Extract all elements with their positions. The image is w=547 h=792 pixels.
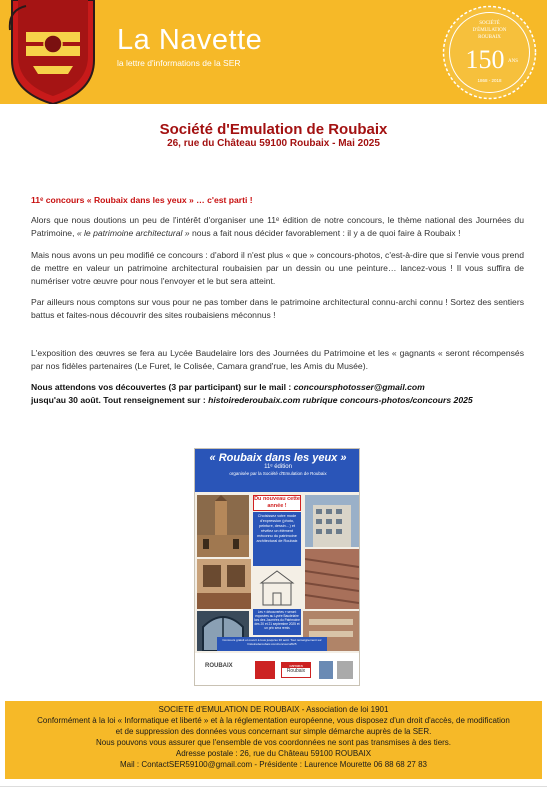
paragraph-1-text: Alors que nous doutions un peu de l'intérêt d'organiser une 11ᵉ édition de notre concours, le thème national des Journées du Patrimoine, — [31, 215, 524, 239]
society-name-heading: Société d'Emulation de Roubaix — [159, 121, 388, 138]
article-title: 11ᵉ concours « Roubaix dans les yeux » … c'est parti ! — [31, 195, 253, 205]
society-address-date: 26, rue du Château 59100 Roubaix - Mai 2025 — [167, 138, 380, 149]
poster-header — [195, 449, 360, 492]
paragraph-1-text-end: nous a fait nous décider favorablement : il y a de quoi faire à Roubaix ! — [189, 228, 461, 239]
partner-logo-red — [255, 661, 275, 679]
footer-line-privacy-3: Nous pouvons vous assurer que l'ensemble de vos coordonnées ne sont pas transmises à des tiers. — [95, 738, 452, 747]
society-shield-logo — [8, 0, 98, 104]
footer-line-privacy-2: et de suppression des données vous concernant sur simple démarche auprès de la SER. — [115, 727, 432, 736]
poster-title: « Roubaix dans les yeux » — [209, 452, 347, 464]
header-banner — [0, 0, 547, 104]
badge-line3: ROUBAIX — [478, 35, 501, 40]
footer-line-contact: Mail : ContactSER59100@gmail.com - Présidente : Laurence Mourette 06 88 68 27 83 — [120, 760, 427, 769]
poster-photo-building — [305, 495, 359, 547]
contact-call-1 — [31, 381, 524, 394]
paragraph-2: Mais nous avons un peu modifié ce concours : d'abord il n'est plus « que » concours-photos, c'est-à-dire que si l'envie vous prend de mettre en valeur un patrimoine architectural roubaisien par un dessin ou une peinture… lancez-vous ! Il vous suffira de numériser votre œuvre pour nous l'envoyer et le but sera atteint. — [31, 249, 524, 287]
contact-call-2-text: jusqu'au 30 août. Tout renseignement sur : — [31, 395, 209, 406]
paragraph-4: L'exposition des œuvres se fera au Lycée Baudelaire lors des Journées du Patrimoine et les « gagnants « seront récompensés par nos fidèles partenaires (Le Furet, le Colisée, Camara grand'rue, les Amis du Musée). — [31, 347, 524, 371]
poster-drawing-house — [253, 567, 301, 607]
badge-years: 1868 - 2018 — [477, 78, 502, 83]
spacer — [31, 331, 524, 347]
footer-legal-box — [5, 701, 542, 779]
contest-website-link[interactable]: histoirederoubaix.com rubrique concours-photos/concours 2025 — [208, 395, 473, 406]
paragraph-1 — [31, 214, 524, 240]
paragraph-1-emphasis: « le patrimoine architectural » — [76, 228, 190, 239]
roubaix-logo: ROUBAIX — [205, 663, 233, 669]
poster-photo-church — [197, 495, 249, 557]
poster-photo-rooftops — [305, 549, 359, 609]
poster-new-badge: Du nouveau cette année ! — [254, 496, 300, 509]
newsletter-title: La Navette — [117, 24, 263, 56]
partner-logo-gray — [337, 661, 353, 679]
camara-logo — [281, 662, 311, 678]
contest-email-link[interactable]: concoursphotosser@gmail.com — [293, 382, 425, 393]
poster-exhibit-text: Les « découvertes » seront exposées au Lycée Baudelaire lors des Journées du Patrimoine des 20 et 21 septembre 2025 et un prix sera remis — [253, 609, 301, 635]
badge-number: 150 — [465, 45, 505, 74]
contest-poster-image — [194, 448, 360, 686]
poster-organizer: organisée par la Société d'Emulation de Roubaix — [229, 471, 327, 476]
footer-line-association: SOCIETE d'EMULATION DE ROUBAIX - Association de loi 1901 — [158, 705, 389, 714]
contact-call-2 — [31, 394, 524, 407]
partner-logo-museum — [319, 661, 333, 679]
camara-logo-top: camara — [282, 663, 310, 668]
footer-line-postal-address: Adresse postale : 26, rue du Château 59100 ROUBAIX — [175, 749, 372, 758]
newsletter-subtitle: la lettre d'informations de la SER — [117, 58, 241, 68]
poster-photo-facade — [197, 559, 251, 609]
article-body — [31, 194, 524, 407]
poster-edition: 11ᵉ édition — [264, 464, 292, 470]
contact-call-1-text: Nous attendons vos découvertes (3 par participant) sur le mail : — [31, 382, 294, 393]
poster-partner-logos — [195, 653, 360, 686]
anniversary-150-badge — [441, 4, 538, 101]
poster-footer-text: Concours gratuit et ouvert à tous jusqu'au 30 août. Tout renseignement sur histoirederoubaix.com/concours2025 — [217, 637, 327, 651]
badge-ans: ANS — [507, 59, 519, 64]
camara-logo-bottom: Roubaix — [286, 668, 306, 674]
footer-line-privacy-1: Conformément à la loi « Informatique et liberté » et à la réglementation européenne, vous disposez d'un droit d'accès, de modification — [37, 716, 510, 725]
paragraph-3: Par ailleurs nous comptons sur vous pour ne pas tomber dans le patrimoine architectural connu-archi connu ! Sortez des sentiers battus et faites-nous découvrir des sites roubaisiens méconnus ! — [31, 297, 524, 321]
page-bottom-divider — [0, 786, 547, 787]
badge-line1: SOCIÉTÉ — [479, 21, 500, 26]
badge-line2: D'ÉMULATION — [472, 28, 507, 33]
poster-choose-text: Choisissez votre mode d'expression (photo, peinture, dessin…) et révélez un élément méconnu du patrimoine architectural de Roubaix — [253, 512, 301, 566]
